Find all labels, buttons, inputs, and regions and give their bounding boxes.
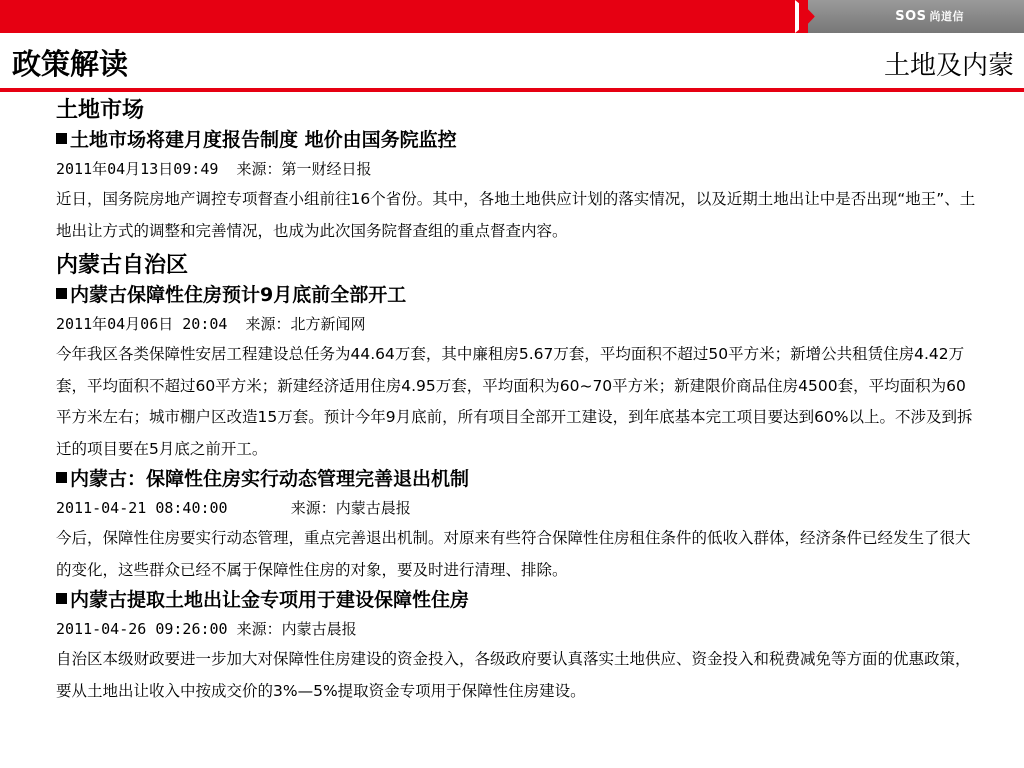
section-title: 土地及内蒙 bbox=[883, 51, 1014, 81]
article-body: 自治区本级财政要进一步加大对保障性住房建设的资金投入，各级政府要认真落实土地供应、资金投入和税费减免等方面的优惠政策，要从土地出让收入中按成交价的3%—5%提取资金专项用于保障性住房建设。 bbox=[56, 650, 971, 700]
article-body: 今年我区各类保障性安居工程建设总任务为44.64万套，其中廉租房5.67万套，平均面积不超过50平方米；新增公共租赁住房4.42万套，平均面积不超过60平方米；新建经济适用住房4.95万套，平均面积为60~70平方米；新建限价商品住房4500套，平均面积为60平方米左右；城市棚户区改造15万套。预计今年9月底前，所有项目全部开工建设，到年底基本完工项目要达到60%以上。不涉及到拆迁的项目要在5月底之前开工。 bbox=[56, 345, 973, 458]
article-meta: 2011年04月06日 20:04 来源：北方新闻网 bbox=[56, 315, 366, 333]
square-bullet-icon bbox=[56, 472, 67, 483]
content-area bbox=[56, 96, 976, 707]
article-meta: 2011-04-26 09:26:00 来源：内蒙古晨报 bbox=[56, 620, 357, 638]
header-divider bbox=[0, 88, 1024, 92]
region-heading: 土地市场 bbox=[56, 98, 145, 123]
article-body: 今后，保障性住房要实行动态管理，重点完善退出机制。对原来有些符合保障性住房租住条件的低收入群体，经济条件已经发生了很大的变化，这些群众已经不属于保障性住房的对象，要及时进行清理、排除。 bbox=[56, 529, 971, 579]
company-logo bbox=[895, 8, 964, 24]
headline-text: 土地市场将建月度报告制度 地价由国务院监控 bbox=[70, 129, 457, 151]
page-title: 政策解读 bbox=[12, 47, 129, 81]
article-meta: 2011年04月13日09:49 来源：第一财经日报 bbox=[56, 160, 372, 178]
square-bullet-icon bbox=[56, 288, 67, 299]
headline-text: 内蒙古保障性住房预计9月底前全部开工 bbox=[70, 284, 407, 306]
article-body: 近日，国务院房地产调控专项督查小组前往16个省份。其中，各地土地供应计划的落实情况，以及近期土地出让中是否出现“地王”、土地出让方式的调整和完善情况，也成为此次国务院督查组的重点督查内容。 bbox=[56, 190, 976, 240]
headline-text: 内蒙古：保障性住房实行动态管理完善退出机制 bbox=[70, 468, 470, 490]
article-headline bbox=[56, 586, 976, 614]
region-heading: 内蒙古自治区 bbox=[56, 253, 189, 278]
square-bullet-icon bbox=[56, 133, 67, 144]
article-headline bbox=[56, 281, 976, 309]
article-headline bbox=[56, 126, 976, 154]
logo-main-text: SOS bbox=[895, 9, 927, 24]
logo-sub-text: 尚道信 bbox=[929, 10, 964, 23]
article-meta: 2011-04-21 08:40:00 来源：内蒙古晨报 bbox=[56, 499, 411, 517]
article-headline bbox=[56, 465, 976, 493]
square-bullet-icon bbox=[56, 593, 67, 604]
headline-text: 内蒙古提取土地出让金专项用于建设保障性住房 bbox=[70, 589, 470, 611]
